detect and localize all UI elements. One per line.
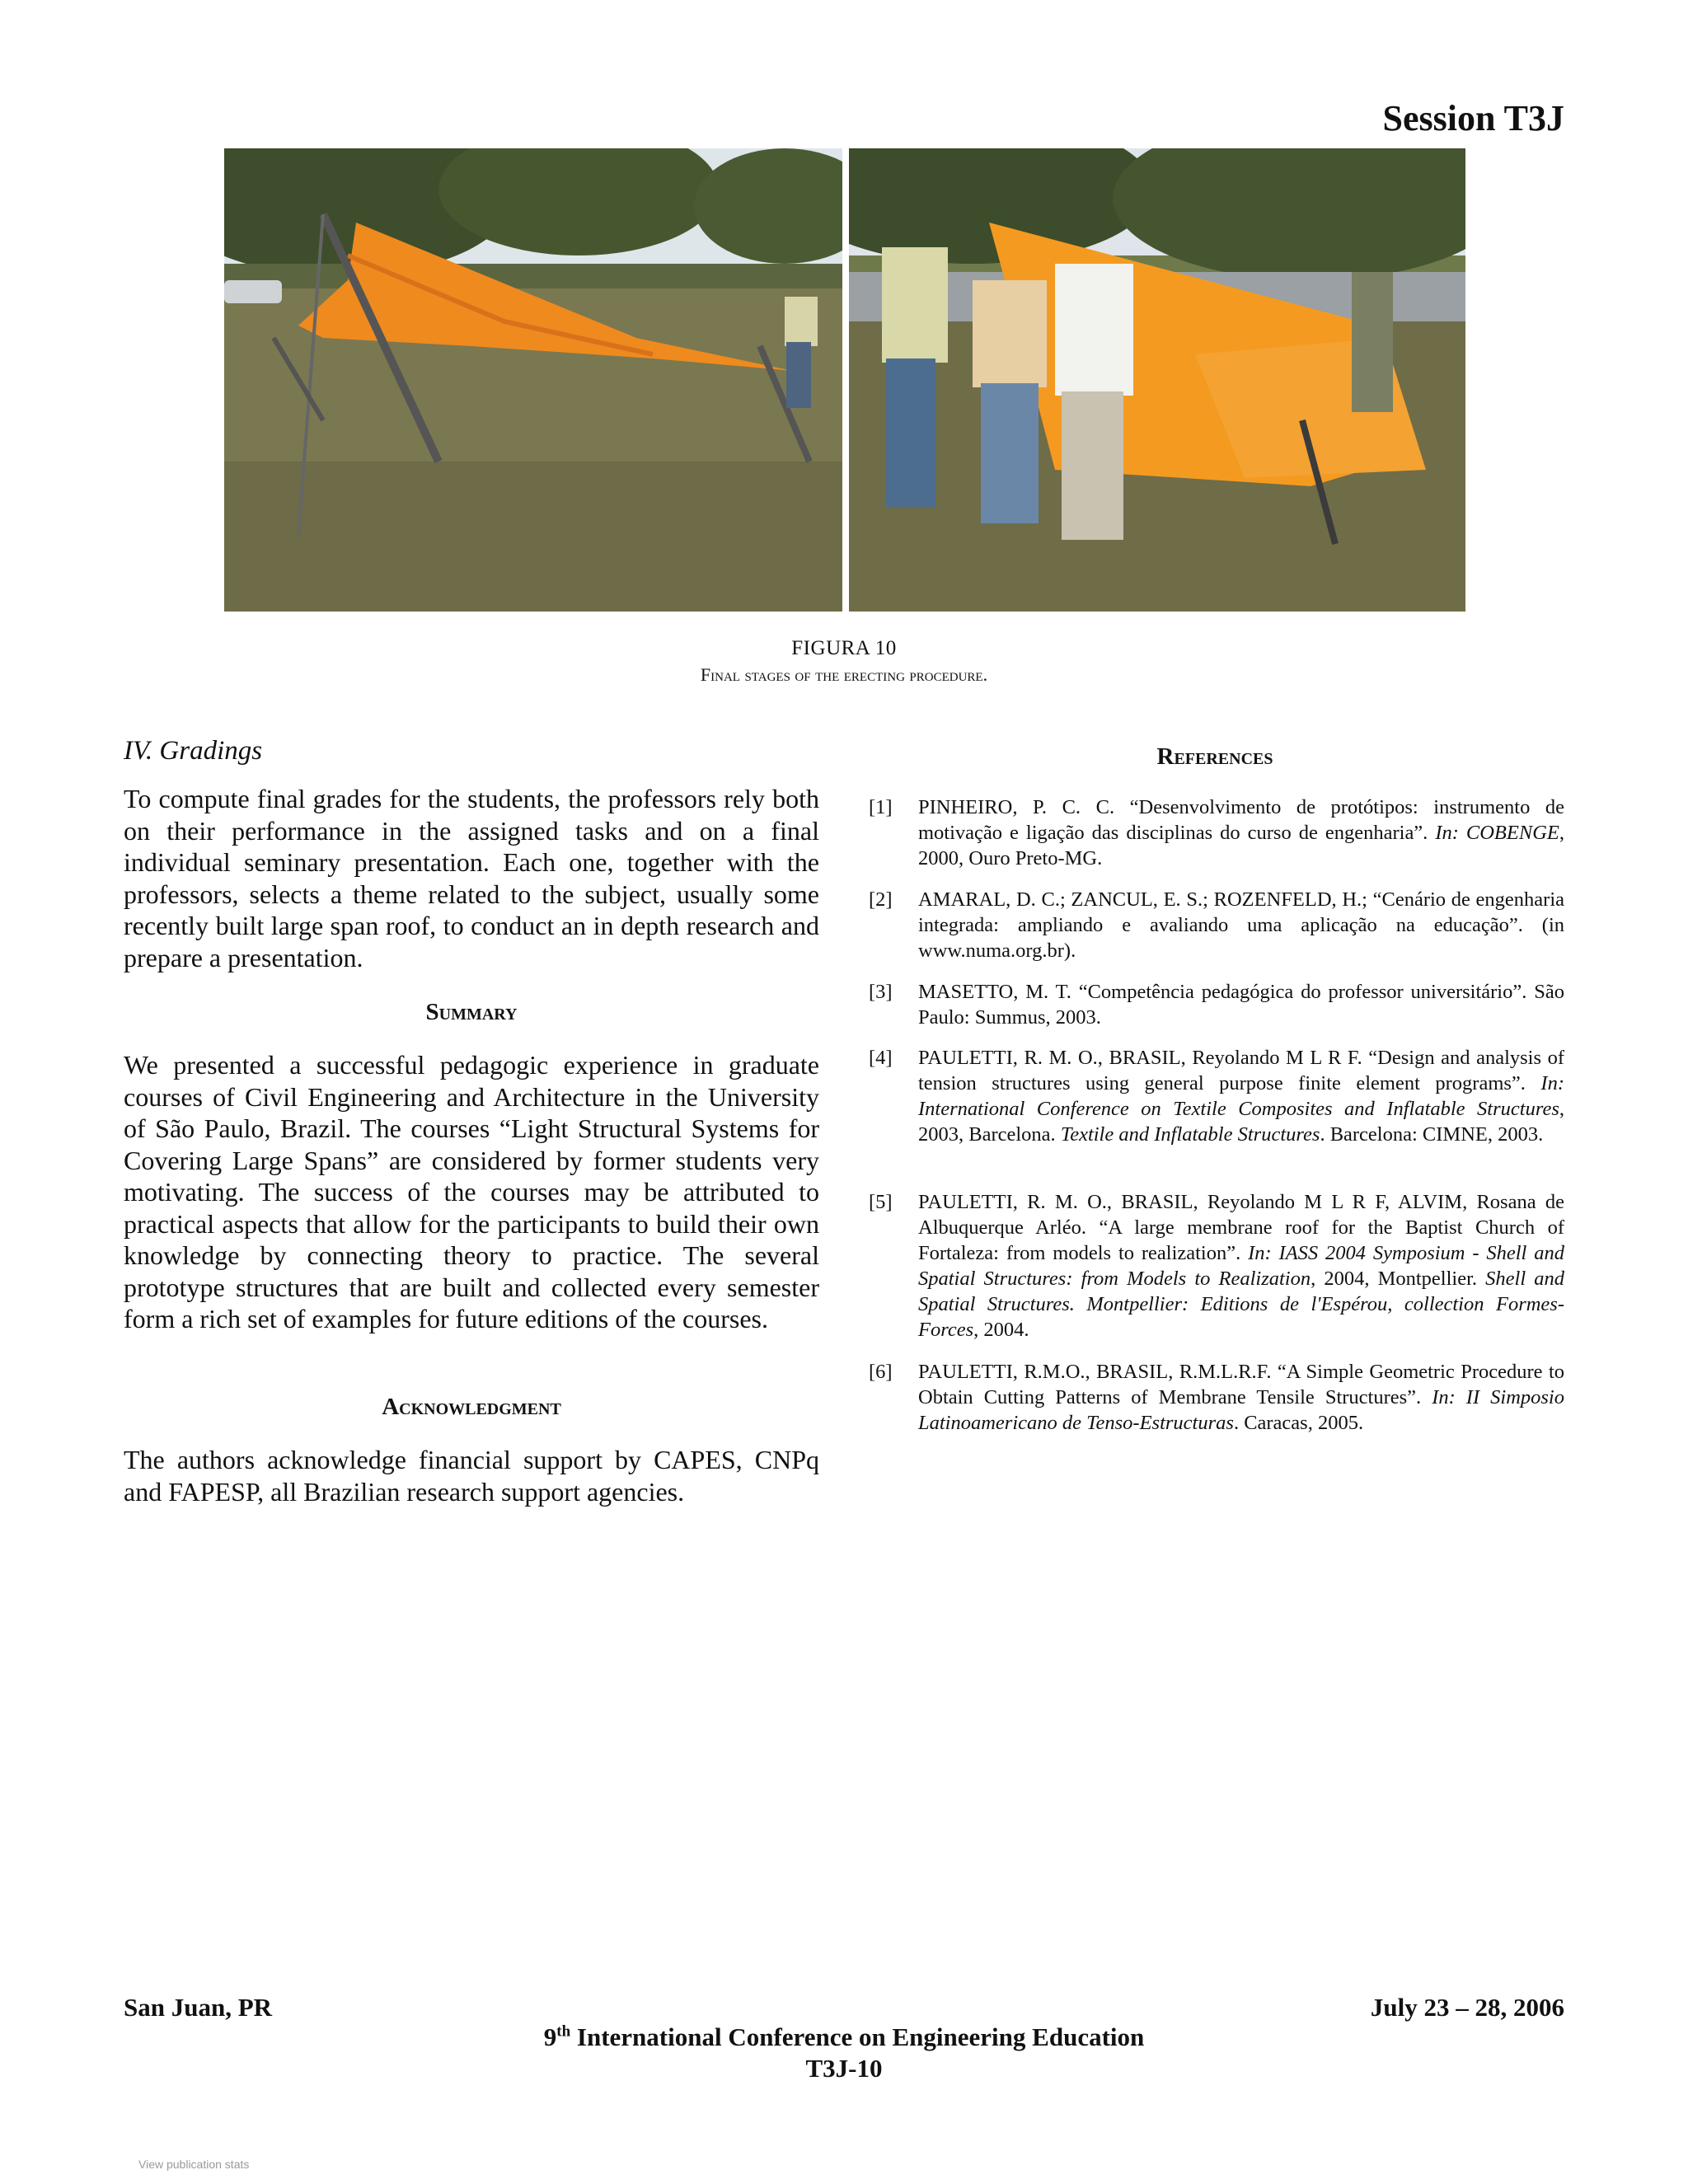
view-publication-stats-link[interactable]: View publication stats bbox=[138, 2158, 250, 2171]
summary-text: We presented a successful pedagogic experience in graduate courses of Civil Engineering and Architecture in the University of São Paulo, Brazil. The courses “Light Structural Systems for Covering Large Spans” are considered by former students very motivating. The success of the courses may be attributed to practical aspects that allow for the participants to build their own knowledge by connecting theory to practice. The several prototype structures that are built and collected every semester form a rich set of examples for future editions of the courses. bbox=[124, 1050, 819, 1333]
footer-location: San Juan, PR bbox=[124, 1993, 273, 2022]
acknowledgment-heading: Acknowledgment bbox=[382, 1394, 561, 1420]
acknowledgment-text: The authors acknowledge financial support by CAPES, CNPq and FAPESP, all Brazilian research support agencies. bbox=[124, 1445, 819, 1507]
footer-page-number: T3J-10 bbox=[805, 2054, 883, 2083]
reference-item: [1] PINHEIRO, P. C. C. “Desenvolvimento de protótipos: instrumento de motivação e ligação das disciplinas do curso de engenharia”. In: COBENGE, 2000, Ouro Preto-MG. bbox=[869, 796, 1564, 869]
gradings-text: To compute final grades for the students, the professors rely both on their performance in the assigned tasks and on a final individual seminary presentation. Each one, together with the professors, selects a theme related to the subject, usually some recently built large span roof, to conduct an in depth research and prepare a presentation. bbox=[124, 784, 819, 972]
gradings-heading: IV. Gradings bbox=[124, 736, 263, 766]
reference-item: [5] PAULETTI, R. M. O., BRASIL, Reyolando M L R F, ALVIM, Rosana de Albuquerque Arléo. “A large membrane roof for the Baptist Church of Fortaleza: from models to realization”. In: IASS 2004 Symposium - Shell and Spatial Structures: from Models to Realization, 2004, Montpellier. Shell and Spatial Structures. Montpellier: Editions de l'Espérou, collection Formes-Forces, 2004. bbox=[869, 1191, 1564, 1341]
reference-item: [2] AMARAL, D. C.; ZANCUL, E. S.; ROZENFELD, H.; “Cenário de engenharia integrada: ampliando e avaliando uma aplicação na educação”. (in www.numa.org.br). bbox=[869, 888, 1564, 962]
figure-caption: Final stages of the erecting procedure. bbox=[700, 664, 988, 685]
reference-item: [4] PAULETTI, R. M. O., BRASIL, Reyolando M L R F. “Design and analysis of tension structures using general purpose finite element programs”. In: International Conference on Textile Composites and Inflatable Structures, 2003, Barcelona. Textile and Inflatable Structures. Barcelona: CIMNE, 2003. bbox=[869, 1047, 1564, 1146]
footer-conference: 9th International Conference on Engineering Education bbox=[543, 2022, 1145, 2051]
reference-number: [6] bbox=[869, 1361, 893, 1383]
footer-date: July 23 – 28, 2006 bbox=[1370, 1993, 1564, 2022]
summary-heading: Summary bbox=[425, 999, 518, 1025]
reference-item: [3] MASETTO, M. T. “Competência pedagógica do professor universitário”. São Paulo: Summus, 2003. bbox=[869, 981, 1564, 1029]
reference-item: [6] PAULETTI, R.M.O., BRASIL, R.M.L.R.F. “A Simple Geometric Procedure to Obtain Cutting Patterns of Membrane Tensile Structures”. In: II Simposio Latinoamericano de Tenso-Estructuras. Caracas, 2005. bbox=[869, 1361, 1564, 1434]
photo-tarp-structure bbox=[224, 148, 842, 612]
reference-number: [4] bbox=[869, 1047, 893, 1069]
reference-number: [2] bbox=[869, 888, 893, 911]
figure-label: FIGURA 10 bbox=[791, 637, 897, 659]
reference-number: [1] bbox=[869, 796, 893, 818]
photo-people-erecting bbox=[849, 148, 1465, 612]
references-heading: References bbox=[1156, 743, 1273, 770]
reference-number: [5] bbox=[869, 1191, 893, 1213]
session-label: Session T3J bbox=[1382, 98, 1564, 138]
reference-number: [3] bbox=[869, 981, 893, 1003]
